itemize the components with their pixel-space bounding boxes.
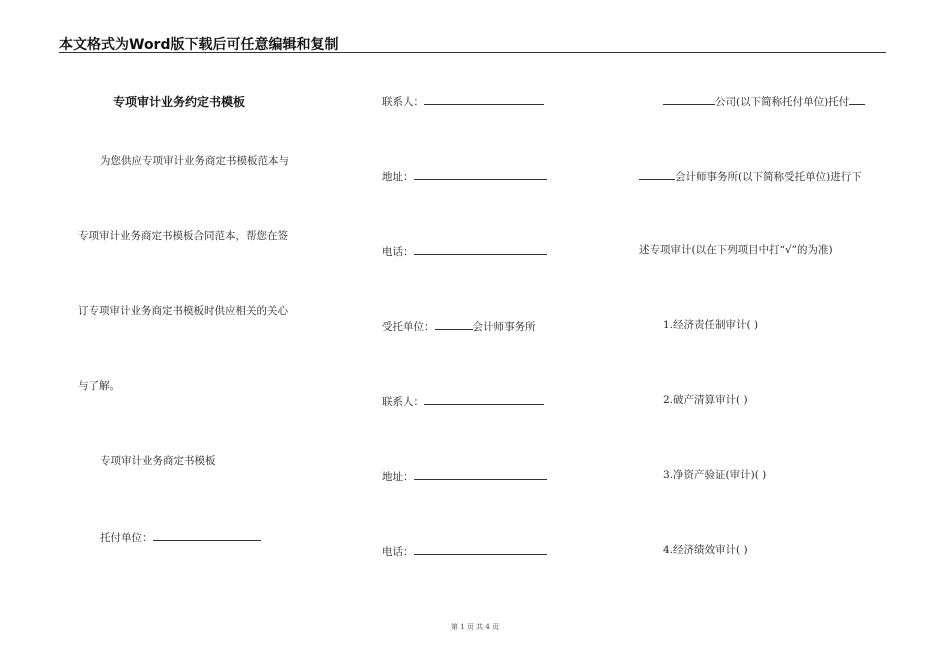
page-footer: 第 1 页 共 4 页 — [450, 623, 500, 631]
audit-item-3: 3.净资产验证(审计)( ) — [663, 469, 767, 481]
intro-line-3: 订专项审计业务商定书模板时供应相关的关心 — [78, 305, 288, 317]
client-unit-label: 托付单位： — [100, 532, 153, 544]
firm-blank — [639, 168, 675, 180]
address-blank — [414, 168, 547, 180]
intro-line-1: 为您供应专项审计业务商定书模板范本与 — [100, 155, 289, 167]
phone2-label: 电话： — [382, 546, 414, 558]
phone-blank — [414, 243, 547, 255]
phone-field — [382, 243, 547, 259]
address2-label: 地址： — [382, 471, 414, 483]
phone-label: 电话： — [382, 246, 414, 258]
phone2-field — [382, 543, 547, 559]
contact-blank — [424, 93, 544, 105]
entrust-line-2-text: 会计师事务所(以下简称受托单位)进行下 — [675, 171, 862, 183]
contact2-field — [382, 393, 544, 409]
entrust-line-3: 述专项审计(以在下列项目中打“√”的为准) — [639, 244, 833, 256]
contact-label: 联系人： — [382, 96, 424, 108]
intro-line-4: 与了解。 — [78, 380, 120, 392]
template-subheading: 专项审计业务商定书模板 — [100, 455, 216, 467]
address-label: 地址： — [382, 171, 414, 183]
entrust-line-1 — [663, 93, 865, 109]
audit-item-1: 1.经济责任制审计( ) — [663, 319, 759, 331]
document-title: 专项审计业务约定书模板 — [113, 95, 246, 109]
company-blank — [663, 93, 715, 105]
contact2-blank — [424, 393, 544, 405]
entrusted-unit-label: 受托单位： — [382, 321, 435, 333]
header-divider — [59, 52, 886, 53]
audit-item-2: 2.破产清算审计( ) — [663, 394, 748, 406]
contact2-label: 联系人： — [382, 396, 424, 408]
client-unit-field — [100, 529, 261, 545]
address2-blank — [414, 468, 547, 480]
client-unit-blank — [153, 529, 261, 541]
address-field — [382, 168, 547, 184]
address2-field — [382, 468, 547, 484]
entrusted-unit-blank — [435, 318, 473, 330]
entrust-trailing-blank — [849, 93, 865, 105]
entrust-line-1-text: 公司(以下简称托付单位)托付 — [715, 96, 850, 108]
entrusted-unit-suffix: 会计师事务所 — [472, 321, 536, 333]
phone2-blank — [414, 543, 547, 555]
entrusted-unit-field — [382, 318, 536, 334]
intro-line-2: 专项审计业务商定书模板合同范本，帮您在签 — [78, 230, 288, 242]
header-title: 本文格式为Word版下载后可任意编辑和复制 — [59, 37, 339, 53]
contact-field — [382, 93, 544, 109]
entrust-line-2 — [639, 168, 862, 184]
audit-item-4: 4.经济绩效审计( ) — [663, 544, 748, 556]
